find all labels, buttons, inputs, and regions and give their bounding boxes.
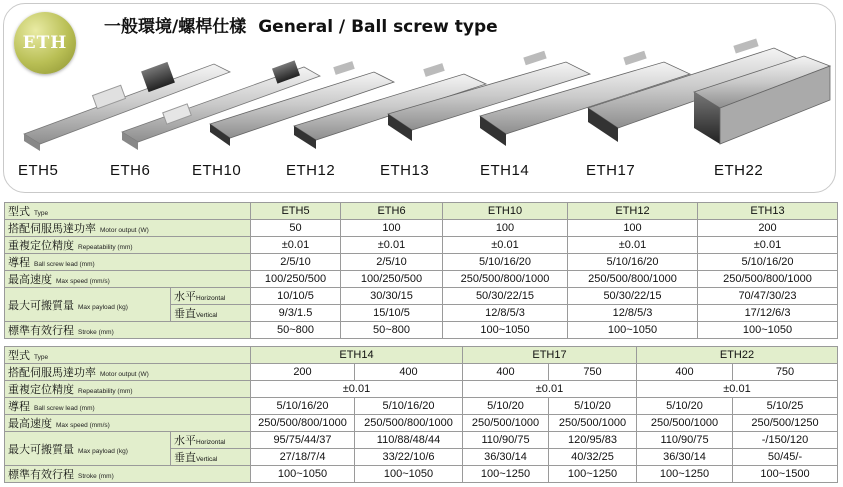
table-cell: 50/30/22/15 <box>568 288 698 305</box>
row-label-repeatability: 重複定位精度 Repeatability (mm) <box>5 237 251 254</box>
table-cell: ±0.01 <box>637 381 838 398</box>
table-cell: 100 <box>568 220 698 237</box>
table-cell: 110/90/75 <box>463 432 549 449</box>
table-cell: 70/47/30/23 <box>698 288 838 305</box>
table-cell: 250/500/1000 <box>637 415 733 432</box>
table-cell: 5/10/16/20 <box>251 398 355 415</box>
table-cell: 100~1250 <box>637 466 733 483</box>
row-label-repeatability: 重複定位精度 Repeatability (mm) <box>5 381 251 398</box>
table-cell: 100~1050 <box>251 466 355 483</box>
model-label: ETH14 <box>480 162 530 179</box>
table-cell: ±0.01 <box>251 381 463 398</box>
model-label: ETH13 <box>380 162 430 179</box>
table-cell: 5/10/20 <box>637 398 733 415</box>
row-label-lead: 導程 Ball screw lead (mm) <box>5 398 251 415</box>
model-header: ETH22 <box>637 347 838 364</box>
table-cell: 100~1500 <box>733 466 838 483</box>
table-cell: ±0.01 <box>463 381 637 398</box>
table-cell: 400 <box>463 364 549 381</box>
model-header: ETH14 <box>251 347 463 364</box>
row-label-vertical: 垂直Vertical <box>171 449 251 466</box>
table-cell: 100~1250 <box>549 466 637 483</box>
table-cell: 12/8/5/3 <box>443 305 568 322</box>
table-cell: 250/500/800/1000 <box>568 271 698 288</box>
table-cell: 100~1050 <box>698 322 838 339</box>
row-label-type: 型式 Type <box>5 347 251 364</box>
table-cell: 250/500/800/1000 <box>251 415 355 432</box>
table-cell: -/150/120 <box>733 432 838 449</box>
model-label: ETH10 <box>192 162 242 179</box>
model-label: ETH22 <box>714 162 764 179</box>
table-cell: 120/95/83 <box>549 432 637 449</box>
model-label: ETH6 <box>110 162 151 179</box>
model-header: ETH12 <box>568 203 698 220</box>
table-cell: 2/5/10 <box>251 254 341 271</box>
model-label: ETH12 <box>286 162 336 179</box>
title-chinese: 一般環境/螺桿仕樣 <box>104 17 247 37</box>
table-cell: 250/500/1250 <box>733 415 838 432</box>
model-header: ETH17 <box>463 347 637 364</box>
product-banner <box>3 3 836 193</box>
table-cell: 100~1250 <box>463 466 549 483</box>
table-cell: 2/5/10 <box>341 254 443 271</box>
table-cell: 27/18/7/4 <box>251 449 355 466</box>
table-cell: ±0.01 <box>568 237 698 254</box>
table-cell: ±0.01 <box>341 237 443 254</box>
table-cell: 110/90/75 <box>637 432 733 449</box>
table-cell: 5/10/16/20 <box>568 254 698 271</box>
table-cell: 50~800 <box>251 322 341 339</box>
table-cell: 200 <box>698 220 838 237</box>
table-cell: 95/75/44/37 <box>251 432 355 449</box>
row-label-vertical: 垂直Vertical <box>171 305 251 322</box>
table-cell: 5/10/20 <box>463 398 549 415</box>
table-cell: 10/10/5 <box>251 288 341 305</box>
row-label-type: 型式 Type <box>5 203 251 220</box>
model-label: ETH5 <box>18 162 59 179</box>
table-cell: 750 <box>733 364 838 381</box>
table-cell: 100 <box>341 220 443 237</box>
table-cell: 250/500/800/1000 <box>443 271 568 288</box>
spec-table-1 <box>4 202 838 339</box>
table-cell: 750 <box>549 364 637 381</box>
row-label-stroke: 標準有效行程 Stroke (mm) <box>5 466 251 483</box>
table-cell: 36/30/14 <box>463 449 549 466</box>
table-cell: 100~1050 <box>355 466 463 483</box>
table-cell: 100/250/500 <box>251 271 341 288</box>
table-cell: 250/500/1000 <box>463 415 549 432</box>
table-cell: 5/10/16/20 <box>443 254 568 271</box>
row-label-horizontal: 水平Horizontal <box>171 432 251 449</box>
table-cell: 50/45/- <box>733 449 838 466</box>
row-label-payload: 最大可搬質量 Max payload (kg) <box>5 432 171 466</box>
row-label-speed: 最高速度 Max speed (mm/s) <box>5 415 251 432</box>
row-label-payload: 最大可搬質量 Max payload (kg) <box>5 288 171 322</box>
table-cell: 250/500/800/1000 <box>698 271 838 288</box>
table-cell: 36/30/14 <box>637 449 733 466</box>
table-cell: 100~1050 <box>568 322 698 339</box>
row-label-stroke: 標準有效行程 Stroke (mm) <box>5 322 251 339</box>
row-label-lead: 導程 Ball screw lead (mm) <box>5 254 251 271</box>
table-cell: 5/10/20 <box>549 398 637 415</box>
table-cell: 5/10/16/20 <box>355 398 463 415</box>
table-cell: 12/8/5/3 <box>568 305 698 322</box>
table-cell: 33/22/10/6 <box>355 449 463 466</box>
table-cell: 200 <box>251 364 355 381</box>
table-cell: 9/3/1.5 <box>251 305 341 322</box>
table-cell: 15/10/5 <box>341 305 443 322</box>
table-cell: 100/250/500 <box>341 271 443 288</box>
table-cell: 400 <box>355 364 463 381</box>
table-cell: 50/30/22/15 <box>443 288 568 305</box>
table-cell: ±0.01 <box>251 237 341 254</box>
table-cell: 250/500/1000 <box>549 415 637 432</box>
table-cell: 110/88/48/44 <box>355 432 463 449</box>
table-cell: 100 <box>443 220 568 237</box>
table-cell: 50~800 <box>341 322 443 339</box>
model-header: ETH6 <box>341 203 443 220</box>
table-cell: 50 <box>251 220 341 237</box>
title-english: General / Ball screw type <box>258 17 498 37</box>
row-label-horizontal: 水平Horizontal <box>171 288 251 305</box>
table-cell: 5/10/16/20 <box>698 254 838 271</box>
table-cell: ±0.01 <box>443 237 568 254</box>
spec-table-2 <box>4 346 838 483</box>
table-cell: 40/32/25 <box>549 449 637 466</box>
table-cell: 400 <box>637 364 733 381</box>
table-cell: ±0.01 <box>698 237 838 254</box>
model-header: ETH5 <box>251 203 341 220</box>
table-cell: 17/12/6/3 <box>698 305 838 322</box>
table-cell: 30/30/15 <box>341 288 443 305</box>
table-cell: 100~1050 <box>443 322 568 339</box>
model-label: ETH17 <box>586 162 636 179</box>
table-cell: 250/500/800/1000 <box>355 415 463 432</box>
model-header: ETH10 <box>443 203 568 220</box>
model-header: ETH13 <box>698 203 838 220</box>
table-cell: 5/10/25 <box>733 398 838 415</box>
row-label-motor: 搭配伺服馬達功率 Motor output (W) <box>5 220 251 237</box>
row-label-speed: 最高速度 Max speed (mm/s) <box>5 271 251 288</box>
row-label-motor: 搭配伺服馬達功率 Motor output (W) <box>5 364 251 381</box>
badge-text: ETH <box>22 33 68 53</box>
